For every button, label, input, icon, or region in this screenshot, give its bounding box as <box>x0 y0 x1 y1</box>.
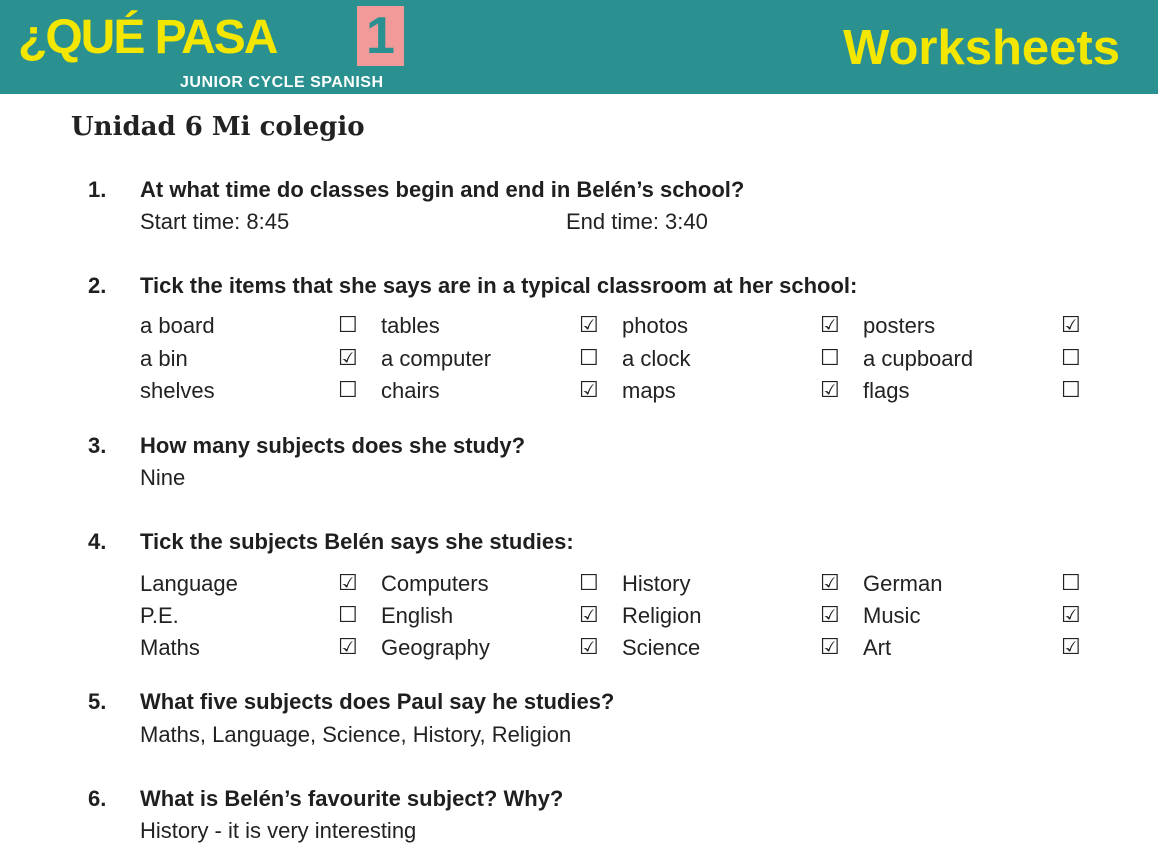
item-label: History <box>622 571 691 596</box>
item-label: P.E. <box>140 603 179 628</box>
favourite-subject-answer: History - it is very interesting <box>140 818 417 843</box>
level-badge: 1 <box>357 6 404 66</box>
item-label: a clock <box>622 345 691 371</box>
question-text: Tick the items that she says are in a typical classroom at her school: <box>140 273 858 298</box>
item-label: a board <box>140 313 215 338</box>
question-text: How many subjects does she study? <box>140 433 526 458</box>
item-label: Religion <box>622 603 702 628</box>
question-number: 3. <box>88 433 107 458</box>
checked-box[interactable]: ☑ <box>579 635 599 660</box>
subjects-count-answer: Nine <box>140 465 186 490</box>
item-label: tables <box>381 313 440 338</box>
item-label: posters <box>863 313 936 338</box>
item-label: a computer <box>381 345 492 371</box>
unchecked-box[interactable]: ☐ <box>820 345 840 371</box>
unchecked-box[interactable]: ☐ <box>338 313 358 338</box>
checked-box[interactable]: ☑ <box>1061 603 1081 628</box>
question-number: 6. <box>88 786 107 811</box>
unchecked-box[interactable]: ☐ <box>338 378 358 403</box>
item-label: a bin <box>140 345 188 371</box>
unchecked-box[interactable]: ☐ <box>1061 571 1081 596</box>
item-label: Computers <box>381 571 489 596</box>
header-banner <box>0 0 1158 94</box>
item-label: Maths <box>140 635 200 660</box>
checked-box[interactable]: ☑ <box>820 635 840 660</box>
item-label: photos <box>622 313 689 338</box>
question-text: Tick the subjects Belén says she studies: <box>140 529 574 554</box>
item-label: flags <box>863 378 910 403</box>
item-label: maps <box>622 378 676 403</box>
checked-box[interactable]: ☑ <box>338 571 358 596</box>
item-label: Art <box>863 635 892 660</box>
question-text: What five subjects does Paul say he studies? <box>140 689 615 714</box>
item-label: Geography <box>381 635 490 660</box>
item-label: chairs <box>381 378 440 403</box>
item-label: Science <box>622 635 701 660</box>
end-time-answer: End time: 3:40 <box>566 209 708 234</box>
unchecked-box[interactable]: ☐ <box>579 345 599 371</box>
unchecked-box[interactable]: ☐ <box>338 603 358 628</box>
question-number: 1. <box>88 177 107 202</box>
unchecked-box[interactable]: ☐ <box>1061 345 1081 371</box>
checked-box[interactable]: ☑ <box>579 603 599 628</box>
checked-box[interactable]: ☑ <box>820 571 840 596</box>
question-text: What is Belén’s favourite subject? Why? <box>140 786 564 811</box>
item-label: a cupboard <box>863 345 974 371</box>
checked-box[interactable]: ☑ <box>579 378 599 403</box>
checked-box[interactable]: ☑ <box>338 635 358 660</box>
checked-box[interactable]: ☑ <box>820 603 840 628</box>
paul-subjects-answer: Maths, Language, Science, History, Religion <box>140 722 572 747</box>
checked-box[interactable]: ☑ <box>820 313 840 338</box>
checked-box[interactable]: ☑ <box>579 313 599 338</box>
question-number: 4. <box>88 529 107 554</box>
brand-subtitle: JUNIOR CYCLE SPANISH <box>180 74 384 91</box>
brand-title: ¿QUÉ PASA <box>18 11 277 64</box>
unchecked-box[interactable]: ☐ <box>1061 378 1081 403</box>
item-label: shelves <box>140 378 215 403</box>
item-label: Music <box>863 603 921 628</box>
item-label: German <box>863 571 943 596</box>
checked-box[interactable]: ☑ <box>338 345 358 371</box>
start-time-answer: Start time: 8:45 <box>140 209 290 234</box>
section-title: Worksheets <box>843 21 1120 75</box>
question-number: 5. <box>88 689 107 714</box>
checked-box[interactable]: ☑ <box>1061 313 1081 338</box>
unit-title: Unidad 6 Mi colegio <box>71 112 365 142</box>
question-text: At what time do classes begin and end in Belén’s school? <box>140 177 745 202</box>
checked-box[interactable]: ☑ <box>820 378 840 403</box>
checked-box[interactable]: ☑ <box>1061 635 1081 660</box>
question-number: 2. <box>88 273 107 298</box>
unchecked-box[interactable]: ☐ <box>579 571 599 596</box>
item-label: English <box>381 603 454 628</box>
item-label: Language <box>140 571 238 596</box>
